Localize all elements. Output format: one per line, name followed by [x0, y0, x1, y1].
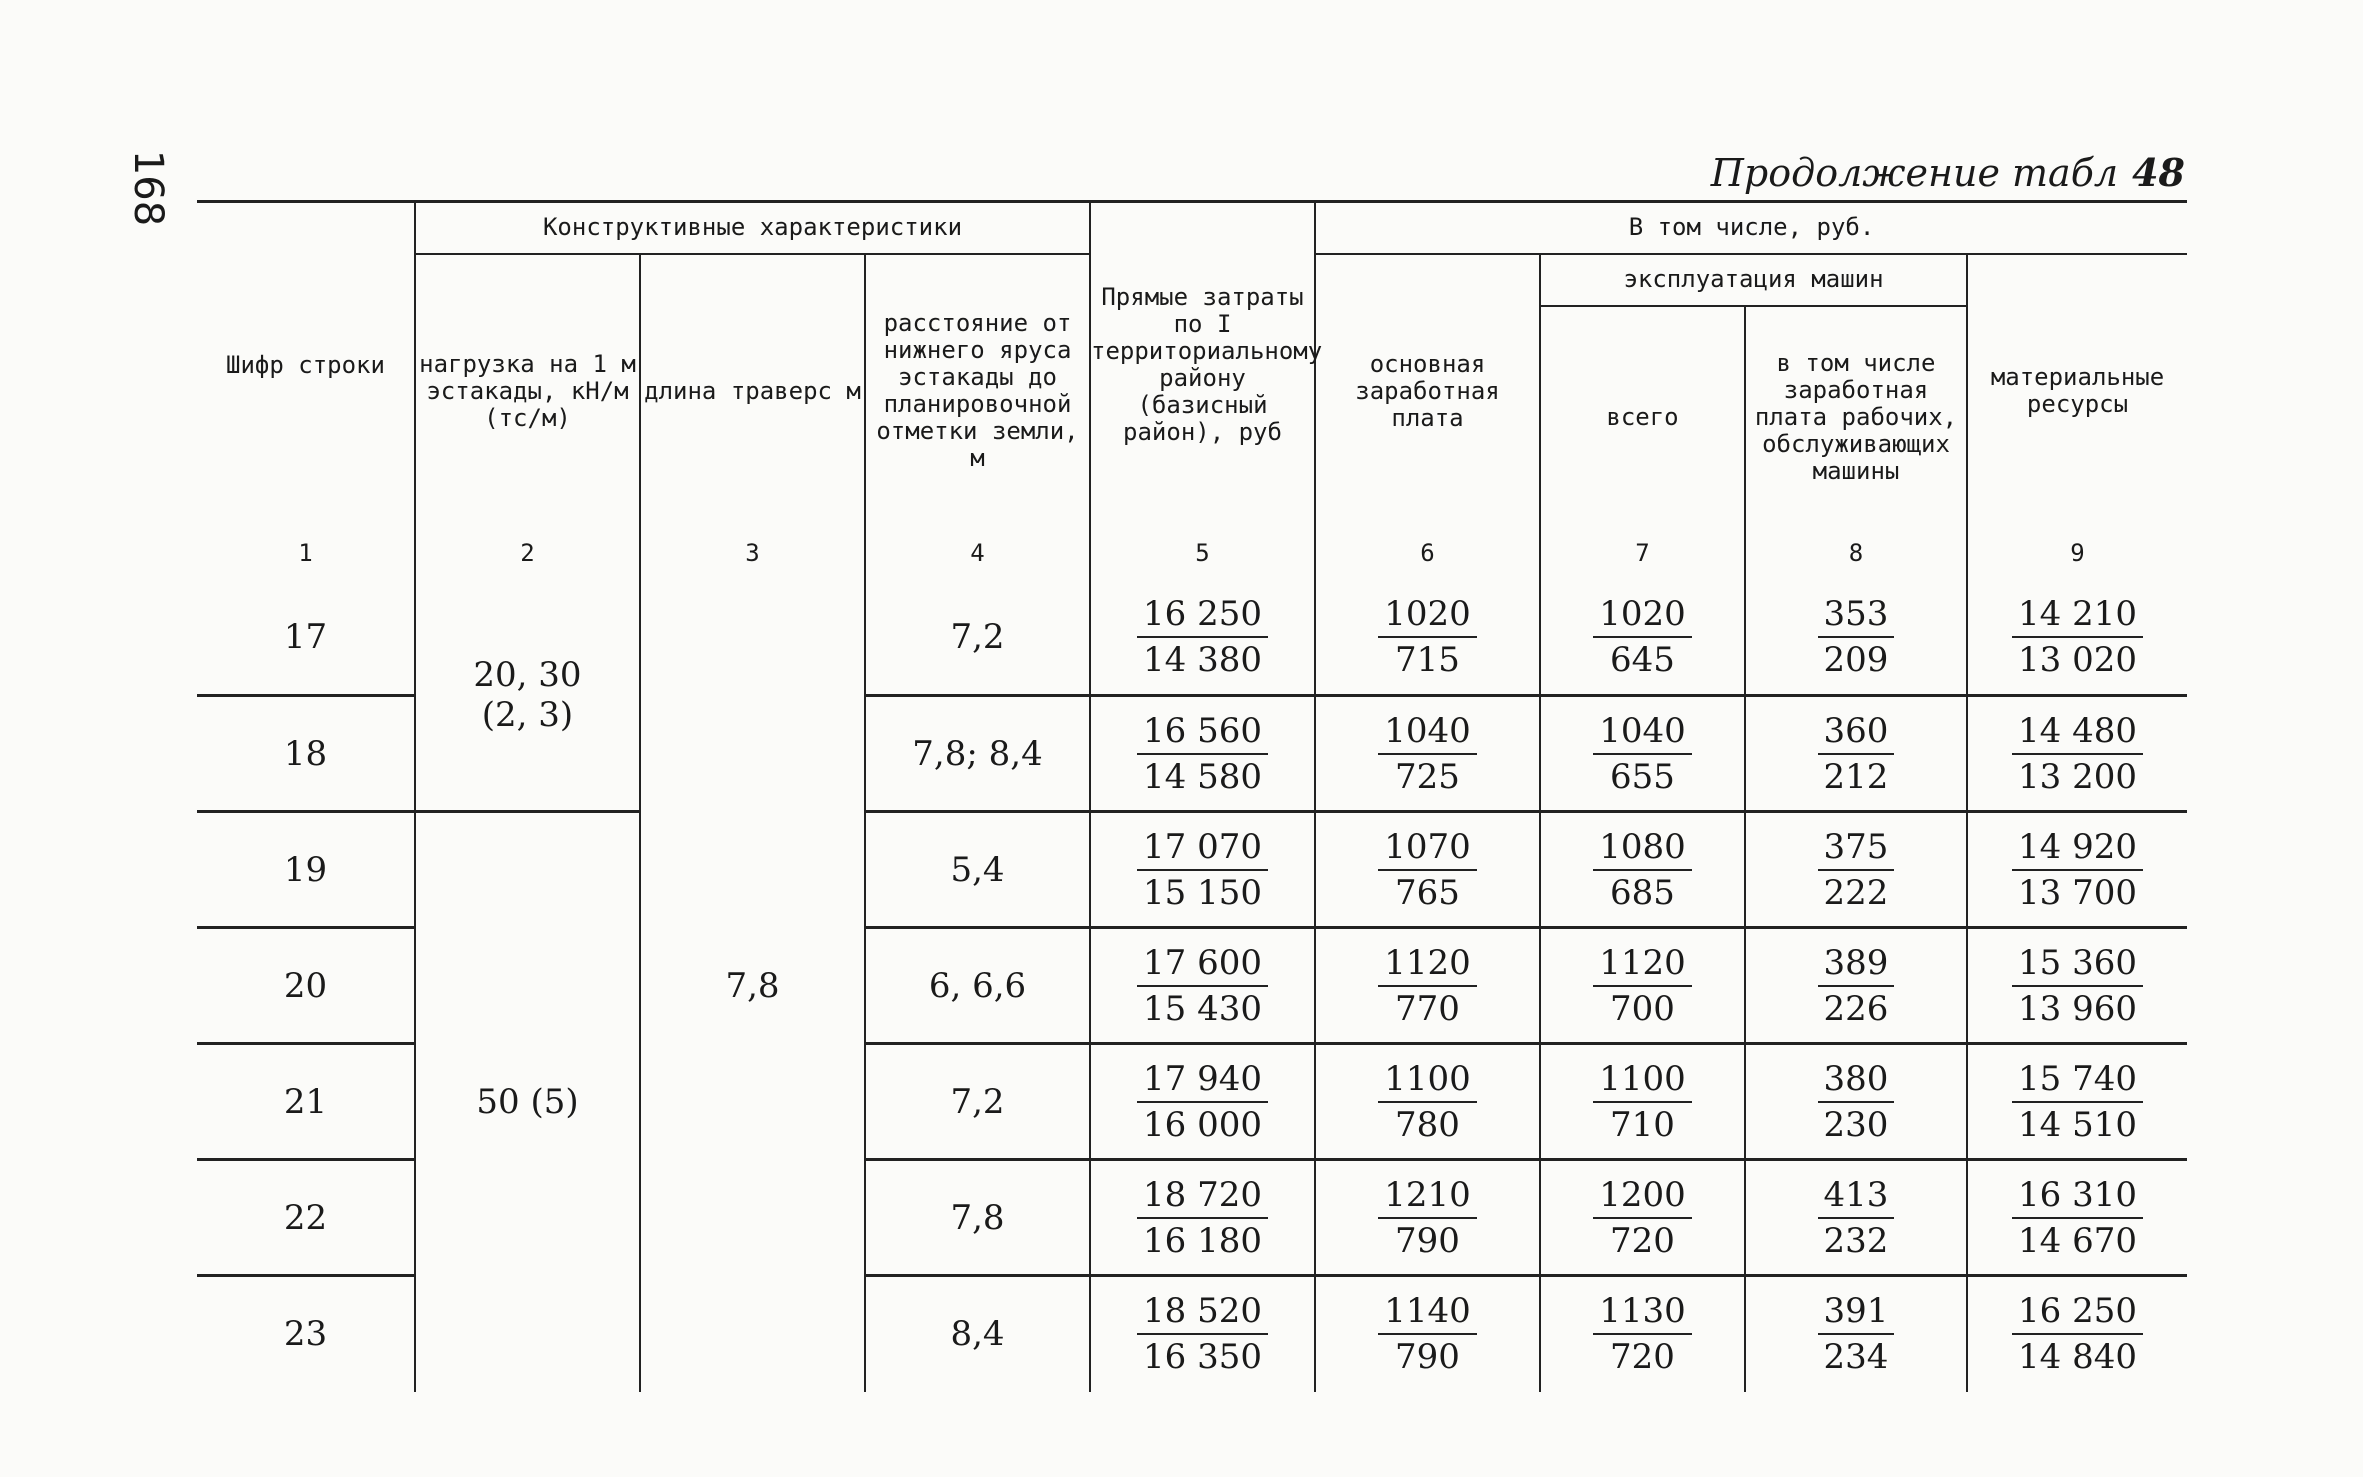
wage-cell [1315, 1276, 1540, 1392]
machine-wage-cell [1745, 812, 1967, 928]
machine-wage-cell [1745, 1276, 1967, 1392]
numerator: 1120 [1378, 941, 1477, 987]
numerator: 1020 [1378, 592, 1477, 638]
header-machine-wage: в том числе заработная плата рабочих, обслуживающих машины [1745, 306, 1967, 528]
denominator: 655 [1610, 756, 1675, 797]
machine-wage-cell [1745, 696, 1967, 812]
numerator: 1080 [1593, 825, 1692, 871]
numerator: 14 480 [2012, 709, 2143, 755]
denominator: 226 [1823, 988, 1889, 1029]
header-load: нагрузка на 1 м эстакады, кН/м (тс/м) [415, 254, 640, 528]
numerator: 18 520 [1137, 1289, 1268, 1335]
machine-total-cell [1540, 580, 1745, 696]
table-body [197, 580, 2187, 1392]
numerator: 1140 [1378, 1289, 1477, 1335]
merged-traverse: 7,8 [640, 580, 865, 1392]
merged-load-a [415, 580, 640, 812]
denominator: 14 510 [2018, 1104, 2137, 1145]
row-code: 22 [197, 1160, 415, 1276]
column-number: 9 [1967, 528, 2187, 580]
wage-cell [1315, 1160, 1540, 1276]
machine-wage-cell [1745, 928, 1967, 1044]
materials-cell [1967, 580, 2187, 696]
denominator: 222 [1823, 872, 1889, 913]
header-constructive: Конструктивные характеристики [415, 202, 1090, 254]
denominator: 13 020 [2018, 639, 2137, 680]
denominator: 15 430 [1143, 988, 1262, 1029]
distance-cell: 7,2 [865, 580, 1090, 696]
numerator: 16 310 [2012, 1173, 2143, 1219]
denominator: 765 [1395, 872, 1460, 913]
numerator: 413 [1818, 1173, 1895, 1219]
table-header [197, 202, 2187, 580]
numerator: 1120 [1593, 941, 1692, 987]
numerator: 353 [1818, 592, 1895, 638]
direct-cost-cell [1090, 928, 1315, 1044]
machine-total-cell [1540, 928, 1745, 1044]
machine-total-cell [1540, 1044, 1745, 1160]
denominator: 15 150 [1143, 872, 1262, 913]
column-number: 3 [640, 528, 865, 580]
numerator: 17 940 [1137, 1057, 1268, 1103]
numerator: 1040 [1378, 709, 1477, 755]
numerator: 1130 [1593, 1289, 1692, 1335]
column-number: 4 [865, 528, 1090, 580]
row-code: 20 [197, 928, 415, 1044]
column-number: 7 [1540, 528, 1745, 580]
column-number: 6 [1315, 528, 1540, 580]
cost-table [197, 200, 2187, 1392]
machine-wage-cell [1745, 1160, 1967, 1276]
column-number: 8 [1745, 528, 1967, 580]
row-code: 21 [197, 1044, 415, 1160]
denominator: 700 [1610, 988, 1675, 1029]
caption-text: Продолжение табл [1710, 151, 2119, 195]
distance-cell: 7,8 [865, 1160, 1090, 1276]
denominator: 16 000 [1143, 1104, 1262, 1145]
numerator: 1040 [1593, 709, 1692, 755]
materials-cell [1967, 1160, 2187, 1276]
wage-cell [1315, 812, 1540, 928]
denominator: 710 [1610, 1104, 1675, 1145]
header-distance: расстояние от нижнего яруса эстакады до планировочной отметки земли, м [865, 254, 1090, 528]
row-code: 18 [197, 696, 415, 812]
materials-cell [1967, 696, 2187, 812]
denominator: 790 [1395, 1220, 1460, 1261]
numerator: 16 250 [2012, 1289, 2143, 1335]
header-materials: материальные ресурсы [1967, 254, 2187, 528]
denominator: 14 670 [2018, 1220, 2137, 1261]
column-number: 2 [415, 528, 640, 580]
row-code: 23 [197, 1276, 415, 1392]
denominator: 780 [1395, 1104, 1460, 1145]
machine-total-cell [1540, 812, 1745, 928]
machine-total-cell [1540, 1160, 1745, 1276]
header-base-wage: основная заработная плата [1315, 254, 1540, 528]
numerator: 1020 [1593, 592, 1692, 638]
denominator: 232 [1823, 1220, 1889, 1261]
wage-cell [1315, 928, 1540, 1044]
table-row [197, 580, 2187, 696]
distance-cell: 5,4 [865, 812, 1090, 928]
materials-cell [1967, 1044, 2187, 1160]
table-caption [1711, 150, 2185, 195]
numerator: 380 [1818, 1057, 1895, 1103]
distance-cell: 6, 6,6 [865, 928, 1090, 1044]
numerator: 18 720 [1137, 1173, 1268, 1219]
header-traverse-length: длина траверс м [640, 254, 865, 528]
column-number: 1 [298, 539, 313, 567]
numerator: 16 560 [1137, 709, 1268, 755]
column-numbers-row [197, 528, 2187, 580]
denominator: 13 700 [2018, 872, 2137, 913]
header-row-code: Шифр строки [197, 202, 415, 528]
direct-cost-cell [1090, 1276, 1315, 1392]
denominator: 685 [1610, 872, 1675, 913]
header-machine-total: всего [1540, 306, 1745, 528]
machine-total-cell [1540, 696, 1745, 812]
denominator: 13 200 [2018, 756, 2137, 797]
header-including: В том числе, руб. [1315, 202, 2187, 254]
numerator: 14 210 [2012, 592, 2143, 638]
denominator: 14 840 [2018, 1337, 2137, 1378]
denominator: 720 [1610, 1220, 1675, 1261]
merged-load-a-text: 20, 30 (2, 3) [473, 654, 582, 735]
distance-cell: 8,4 [865, 1276, 1090, 1392]
numerator: 391 [1818, 1289, 1895, 1335]
numerator: 16 250 [1137, 592, 1268, 638]
numerator: 15 360 [2012, 941, 2143, 987]
numerator: 15 740 [2012, 1057, 2143, 1103]
denominator: 234 [1823, 1337, 1889, 1378]
numerator: 17 070 [1137, 825, 1268, 871]
denominator: 725 [1395, 756, 1460, 797]
distance-cell: 7,2 [865, 1044, 1090, 1160]
header-machine-operation: эксплуатация машин [1540, 254, 1967, 306]
denominator: 212 [1823, 756, 1889, 797]
wage-cell [1315, 696, 1540, 812]
distance-cell: 7,8; 8,4 [865, 696, 1090, 812]
direct-cost-cell [1090, 696, 1315, 812]
denominator: 230 [1823, 1104, 1889, 1145]
denominator: 790 [1395, 1337, 1460, 1378]
numerator: 1100 [1593, 1057, 1692, 1103]
numerator: 1210 [1378, 1173, 1477, 1219]
direct-cost-cell [1090, 580, 1315, 696]
direct-cost-cell [1090, 1044, 1315, 1160]
denominator: 13 960 [2018, 988, 2137, 1029]
denominator: 14 380 [1143, 639, 1262, 680]
numerator: 17 600 [1137, 941, 1268, 987]
direct-cost-cell [1090, 1160, 1315, 1276]
row-code: 19 [197, 812, 415, 928]
denominator: 16 180 [1143, 1220, 1262, 1261]
column-number: 5 [1090, 528, 1315, 580]
numerator: 1200 [1593, 1173, 1692, 1219]
merged-load-b: 50 (5) [415, 812, 640, 1392]
numerator: 1070 [1378, 825, 1477, 871]
caption-number: 48 [2132, 150, 2185, 195]
numerator: 14 920 [2012, 825, 2143, 871]
machine-wage-cell [1745, 1044, 1967, 1160]
denominator: 14 580 [1143, 756, 1262, 797]
denominator: 720 [1610, 1337, 1675, 1378]
denominator: 715 [1395, 639, 1460, 680]
page-number: 168 [125, 149, 172, 227]
numerator: 389 [1818, 941, 1895, 987]
denominator: 645 [1610, 639, 1675, 680]
numerator: 360 [1818, 709, 1895, 755]
denominator: 16 350 [1143, 1337, 1262, 1378]
row-code: 17 [283, 616, 328, 657]
wage-cell [1315, 580, 1540, 696]
numerator: 375 [1818, 825, 1895, 871]
header-direct-costs: Прямые затраты по I территориальному району (базисный район), руб [1090, 202, 1315, 528]
denominator: 770 [1395, 988, 1460, 1029]
materials-cell [1967, 928, 2187, 1044]
denominator: 209 [1823, 639, 1889, 680]
direct-cost-cell [1090, 812, 1315, 928]
materials-cell [1967, 1276, 2187, 1392]
table-row [197, 812, 2187, 928]
machine-total-cell [1540, 1276, 1745, 1392]
materials-cell [1967, 812, 2187, 928]
wage-cell [1315, 1044, 1540, 1160]
numerator: 1100 [1378, 1057, 1477, 1103]
machine-wage-cell [1745, 580, 1967, 696]
